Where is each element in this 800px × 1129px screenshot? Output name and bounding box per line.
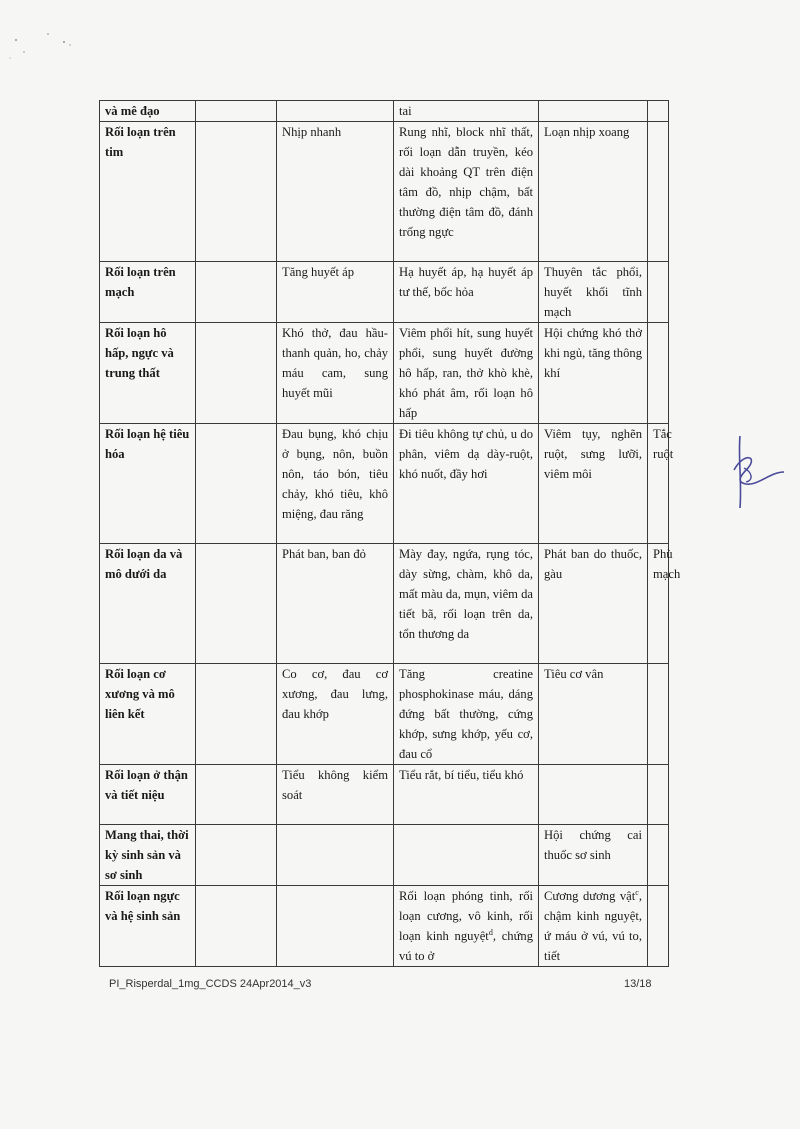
cell-text-tail: , chậm kinh nguyệt, ứ máu ở vú, vú to, tiết	[544, 889, 642, 963]
page-number: 13/18	[624, 978, 652, 990]
frequency-cell	[539, 101, 648, 122]
frequency-cell: Hội chứng cai thuốc sơ sinh	[539, 825, 648, 886]
table-row	[100, 101, 669, 122]
frequency-cell	[648, 825, 669, 886]
frequency-cell	[648, 122, 669, 262]
frequency-cell	[277, 825, 394, 886]
organ-class-cell: và mê đạo	[100, 101, 196, 122]
frequency-cell: Tắc ruột	[648, 424, 669, 544]
frequency-cell	[196, 886, 277, 967]
frequency-cell	[196, 424, 277, 544]
frequency-cell	[196, 765, 277, 825]
scan-artifact-marks	[8, 28, 78, 68]
frequency-cell	[648, 765, 669, 825]
frequency-cell: Phù mạch	[648, 544, 669, 664]
frequency-cell	[196, 101, 277, 122]
table-row	[100, 664, 669, 765]
table-row	[100, 825, 669, 886]
frequency-cell: Đau bụng, khó chịu ở bụng, nôn, buồn nôn, táo bón, tiêu chảy, khó tiêu, khô miệng, đau răng	[277, 424, 394, 544]
table-row	[100, 424, 669, 544]
frequency-cell: Khó thở, đau hầu-thanh quản, ho, chảy máu cam, sung huyết mũi	[277, 323, 394, 424]
cell-text: Cương dương vật	[544, 889, 636, 903]
frequency-cell: Nhịp nhanh	[277, 122, 394, 262]
frequency-cell	[196, 122, 277, 262]
cell-text-tail: , chứng vú to ở	[399, 929, 533, 963]
frequency-cell	[196, 262, 277, 323]
frequency-cell	[196, 664, 277, 765]
frequency-cell: Tăng creatine phosphokinase máu, dáng đứng bất thường, cứng khớp, sưng khớp, yếu cơ, đau cổ	[394, 664, 539, 765]
document-id: PI_Risperdal_1mg_CCDS 24Apr2014_v3	[109, 978, 312, 990]
footnote-marker: c	[635, 887, 639, 897]
frequency-cell: Tăng huyết áp	[277, 262, 394, 323]
table-row	[100, 544, 669, 664]
organ-class-cell: Mang thai, thời kỳ sinh sản và sơ sinh	[100, 825, 196, 886]
frequency-cell	[539, 765, 648, 825]
frequency-cell: Phát ban, ban đỏ	[277, 544, 394, 664]
table-row	[100, 122, 669, 262]
organ-class-cell: Rối loạn trên mạch	[100, 262, 196, 323]
table-row	[100, 323, 669, 424]
organ-class-cell: Rối loạn da và mô dưới da	[100, 544, 196, 664]
frequency-cell: Mày đay, ngứa, rụng tóc, dày sừng, chàm, khô da, mất màu da, mụn, viêm da tiết bã, rối loạn trên da, tổn thương da	[394, 544, 539, 664]
cell-text: Rối loạn phóng tinh, rối loạn cương, vô kinh, rối loạn kinh nguyệt	[399, 889, 533, 943]
organ-class-cell: Rối loạn hệ tiêu hóa	[100, 424, 196, 544]
frequency-cell	[394, 825, 539, 886]
frequency-cell	[277, 886, 394, 967]
frequency-cell: Viêm phổi hít, sung huyết phổi, sung huyết đường hô hấp, ran, thở khò khè, khó phát âm, rối loạn hô hấp	[394, 323, 539, 424]
table-row	[100, 765, 669, 825]
frequency-cell: Tiểu không kiểm soát	[277, 765, 394, 825]
table-row	[100, 262, 669, 323]
table-row	[100, 886, 669, 967]
frequency-cell	[648, 886, 669, 967]
frequency-cell	[539, 886, 648, 967]
organ-class-cell: Rối loạn ngực và hệ sinh sản	[100, 886, 196, 967]
organ-class-cell: Rối loạn ở thận và tiết niệu	[100, 765, 196, 825]
adverse-reactions-table	[99, 100, 681, 967]
frequency-cell	[196, 825, 277, 886]
frequency-cell: Hạ huyết áp, hạ huyết áp tư thế, bốc hỏa	[394, 262, 539, 323]
frequency-cell	[394, 886, 539, 967]
frequency-cell	[196, 544, 277, 664]
frequency-cell: Tiêu cơ vân	[539, 664, 648, 765]
frequency-cell: Viêm tụy, nghẽn ruột, sưng lưỡi, viêm môi	[539, 424, 648, 544]
frequency-cell: Phát ban do thuốc, gàu	[539, 544, 648, 664]
frequency-cell: Thuyên tắc phổi, huyết khối tĩnh mạch	[539, 262, 648, 323]
frequency-cell: tai	[394, 101, 539, 122]
frequency-cell: Đi tiêu không tự chủ, u do phân, viêm dạ dày-ruột, khó nuốt, đầy hơi	[394, 424, 539, 544]
organ-class-cell: Rối loạn cơ xương và mô liên kết	[100, 664, 196, 765]
organ-class-cell: Rối loạn trên tim	[100, 122, 196, 262]
frequency-cell	[648, 262, 669, 323]
frequency-cell: Loạn nhịp xoang	[539, 122, 648, 262]
footnote-marker: d	[488, 927, 493, 937]
frequency-cell: Rung nhĩ, block nhĩ thất, rối loạn dẫn truyền, kéo dài khoảng QT trên điện tâm đồ, nhịp chậm, bất thường điện tâm đồ, đánh trống ngực	[394, 122, 539, 262]
frequency-cell	[648, 664, 669, 765]
frequency-cell	[648, 101, 669, 122]
frequency-cell: Tiểu rắt, bí tiểu, tiểu khó	[394, 765, 539, 825]
frequency-cell	[648, 323, 669, 424]
frequency-cell: Hội chứng khó thở khi ngủ, tăng thông khí	[539, 323, 648, 424]
handwritten-initials	[728, 432, 788, 512]
frequency-cell	[196, 323, 277, 424]
frequency-cell	[277, 101, 394, 122]
frequency-cell: Co cơ, đau cơ xương, đau lưng, đau khớp	[277, 664, 394, 765]
organ-class-cell: Rối loạn hô hấp, ngực và trung thất	[100, 323, 196, 424]
